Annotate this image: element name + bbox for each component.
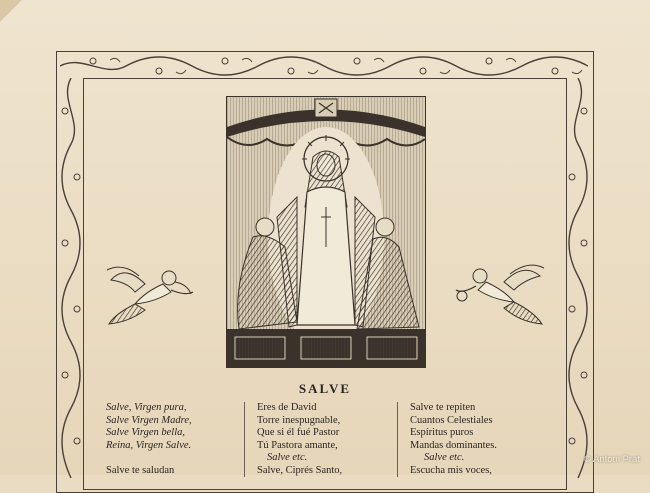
- verse-line: Salve Virgen bella,: [106, 427, 186, 439]
- verse-line: Eres de David: [257, 402, 317, 413]
- folded-corner: [0, 0, 22, 22]
- verse-line: Escucha mis voces,: [410, 464, 492, 476]
- column-divider: [397, 402, 398, 477]
- vine-border-left: [59, 78, 83, 478]
- verse-line: Torre inespugnable,: [257, 414, 341, 426]
- verse-line: Salve te repiten: [410, 402, 476, 413]
- verse-refrain: Salve etc.: [424, 452, 465, 464]
- vine-border-top: [60, 54, 588, 78]
- column-divider: [244, 402, 245, 477]
- verse-line: Salve Virgen Madre,: [106, 414, 192, 426]
- verse-line: Reina, Virgen Salve.: [106, 439, 192, 451]
- virgin-engraving: [226, 96, 426, 368]
- poem-title: SALVE: [298, 381, 352, 396]
- copyright-watermark: © Antoni Prat: [583, 454, 640, 465]
- verse-line: [106, 452, 192, 465]
- verse-line: Espíritus puros: [410, 427, 474, 439]
- verse-line: Salve, Ciprés Santo,: [257, 464, 343, 476]
- verse-line: Mandas dominantes.: [410, 439, 497, 451]
- verse-line: Cuantos Celestiales: [410, 414, 493, 426]
- vine-border-right: [566, 78, 590, 478]
- verse-line: Que si él fué Pastor: [257, 427, 340, 439]
- verse-column-3: [410, 402, 497, 478]
- verse-column-2: [257, 402, 342, 478]
- verse-line: Salve, Virgen pura,: [106, 402, 187, 413]
- verse-refrain: Salve etc.: [267, 452, 308, 464]
- verse-column-1: [106, 402, 192, 478]
- cherub-left: [105, 262, 197, 330]
- verse-line: Tú Pastora amante,: [257, 439, 338, 451]
- verse-line: Salve te saludan: [106, 464, 175, 476]
- cherub-right: [452, 260, 546, 330]
